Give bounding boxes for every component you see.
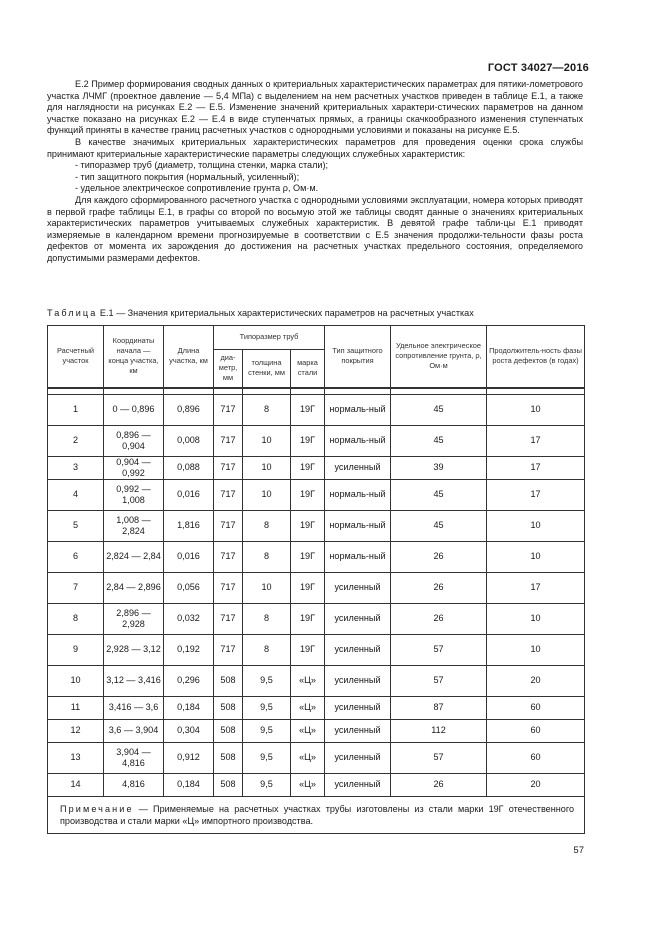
cell-diameter: 508 [214, 773, 243, 796]
cell-length: 0,032 [164, 603, 214, 634]
note-label: Примечание [60, 803, 134, 814]
cell-length: 0,896 [164, 394, 214, 425]
cell-duration: 10 [487, 541, 585, 572]
cell-section: 10 [48, 665, 104, 696]
header-section: Расчетный участок [48, 326, 104, 388]
cell-length: 0,008 [164, 425, 214, 456]
table-row [48, 541, 585, 572]
table-row [48, 456, 585, 479]
cell-section: 6 [48, 541, 104, 572]
cell-steel: 19Г [291, 456, 325, 479]
cell-resistivity: 26 [391, 603, 487, 634]
cell-length: 0,912 [164, 742, 214, 773]
cell-duration: 60 [487, 696, 585, 719]
cell-diameter: 508 [214, 665, 243, 696]
header-coating: Тип защитного покрытия [325, 326, 391, 388]
bullet-coating: - тип защитного покрытия (нормальный, усиленный); [75, 171, 300, 182]
table-row [48, 773, 585, 796]
cell-resistivity: 45 [391, 479, 487, 510]
header-duration: Продолжитель-ность фазы роста дефектов (в годах) [487, 326, 585, 388]
cell-steel: 19Г [291, 541, 325, 572]
paragraph-table-description: Для каждого сформированного расчетного участка с однородными условиями эксплуатации, номера которых приводят в первой графе таблицы Е.1, в графы со второй по восьмую этой же таблицы сводят данные о значениях критериальных характеристических параметров учитываемых служебных характеристик. В девятой графе табли-цы Е.1 приводят измеряемые в календарном времени прогнозируемые в соответствии с Е.5 значения продолжи-тельности фазы роста дефектов от момента их зарождения до достижения на расчетных участках предельного состояния, определяемого допустимыми размерами дефектов. [47, 194, 583, 263]
cell-wall: 9,5 [243, 719, 291, 742]
cell-diameter: 508 [214, 742, 243, 773]
cell-coating: усиленный [325, 634, 391, 665]
table-caption [47, 308, 583, 319]
cell-steel: 19Г [291, 603, 325, 634]
cell-steel: 19Г [291, 634, 325, 665]
cell-wall: 8 [243, 394, 291, 425]
cell-section: 1 [48, 394, 104, 425]
header-length: Длина участка, км [164, 326, 214, 388]
cell-duration: 10 [487, 603, 585, 634]
paragraph-criteria: В качестве значимых критериальных характеристических параметров для проведения оценки срока службы принимают критериальные характеристические параметры следующих служебных характеристик: [47, 136, 583, 159]
cell-length: 0,016 [164, 479, 214, 510]
table-row [48, 742, 585, 773]
cell-resistivity: 112 [391, 719, 487, 742]
cell-steel: 19Г [291, 572, 325, 603]
header-pipe-size: Типоразмер труб [214, 326, 325, 350]
cell-section: 9 [48, 634, 104, 665]
cell-length: 0,184 [164, 696, 214, 719]
cell-diameter: 717 [214, 634, 243, 665]
cell-diameter: 717 [214, 541, 243, 572]
cell-diameter: 717 [214, 456, 243, 479]
cell-diameter: 717 [214, 479, 243, 510]
cell-coating: усиленный [325, 456, 391, 479]
parameters-table [47, 325, 585, 834]
cell-steel: 19Г [291, 479, 325, 510]
table-row [48, 510, 585, 541]
cell-duration: 20 [487, 665, 585, 696]
cell-steel: «Ц» [291, 719, 325, 742]
cell-section: 2 [48, 425, 104, 456]
header-resistivity: Удельное электрическое сопротивление грунта, ρ, Ом·м [391, 326, 487, 388]
paragraph-e2: Е.2 Пример формирования сводных данных о критериальных характеристических параметрах для пятики-лометрового участка ЛЧМГ (проектное давление — 5,4 МПа) с выделением на нем расчетных участков приведен в таблице Е.1, а также для наглядности на рисунках Е.2 — Е.5. Изменение значений критериальных характери-стических параметров на данном участке показано на рисунках Е.2 — Е.4 в виде ступенчатых прямых, а границы скачкообразного изменения ступенчатых функций приняты в качестве границ расчетных участков с однородными условиями и показаны на рисунке Е.5. [47, 79, 583, 136]
cell-duration: 17 [487, 479, 585, 510]
cell-diameter: 717 [214, 394, 243, 425]
cell-diameter: 717 [214, 572, 243, 603]
cell-duration: 20 [487, 773, 585, 796]
cell-resistivity: 45 [391, 394, 487, 425]
cell-coordinates: 3,12 — 3,416 [104, 665, 164, 696]
cell-duration: 60 [487, 742, 585, 773]
cell-coating: усиленный [325, 773, 391, 796]
cell-coordinates: 4,816 [104, 773, 164, 796]
page-number: 57 [573, 845, 584, 856]
cell-duration: 10 [487, 510, 585, 541]
cell-steel: «Ц» [291, 742, 325, 773]
table-body [48, 394, 585, 796]
table-row [48, 696, 585, 719]
cell-duration: 17 [487, 572, 585, 603]
cell-length: 0,088 [164, 456, 214, 479]
cell-coating: усиленный [325, 665, 391, 696]
cell-coordinates: 3,416 — 3,6 [104, 696, 164, 719]
table-note [48, 796, 585, 833]
note-text: — Применяемые на расчетных участках трубы изготовлены из стали марки 19Г отечественного производства и стали марки «Ц» импортного производства. [60, 803, 575, 826]
cell-resistivity: 57 [391, 665, 487, 696]
body-text [47, 79, 583, 265]
cell-coordinates: 3,904 — 4,816 [104, 742, 164, 773]
cell-coating: усиленный [325, 696, 391, 719]
cell-coordinates: 2,84 — 2,896 [104, 572, 164, 603]
cell-coating: усиленный [325, 572, 391, 603]
cell-steel: 19Г [291, 394, 325, 425]
cell-steel: «Ц» [291, 665, 325, 696]
cell-diameter: 717 [214, 425, 243, 456]
cell-coordinates: 0,896 — 0,904 [104, 425, 164, 456]
cell-section: 12 [48, 719, 104, 742]
cell-resistivity: 26 [391, 773, 487, 796]
table-row [48, 479, 585, 510]
cell-section: 3 [48, 456, 104, 479]
cell-resistivity: 57 [391, 742, 487, 773]
cell-wall: 8 [243, 634, 291, 665]
header-coordinates: Координаты начала — конца участка, км [104, 326, 164, 388]
cell-coating: усиленный [325, 603, 391, 634]
cell-resistivity: 26 [391, 541, 487, 572]
cell-resistivity: 26 [391, 572, 487, 603]
cell-section: 13 [48, 742, 104, 773]
page-header: ГОСТ 34027—2016 [487, 62, 589, 74]
cell-resistivity: 39 [391, 456, 487, 479]
cell-section: 8 [48, 603, 104, 634]
cell-coordinates: 2,896 — 2,928 [104, 603, 164, 634]
table-row [48, 634, 585, 665]
cell-wall: 10 [243, 425, 291, 456]
cell-coordinates: 2,824 — 2,84 [104, 541, 164, 572]
cell-duration: 60 [487, 719, 585, 742]
table-caption-text: Е.1 — Значения критериальных характеристических параметров на расчетных участках [99, 308, 474, 318]
cell-section: 14 [48, 773, 104, 796]
cell-diameter: 717 [214, 603, 243, 634]
header-wall: толщина стенки, мм [243, 350, 291, 388]
cell-section: 4 [48, 479, 104, 510]
cell-resistivity: 57 [391, 634, 487, 665]
cell-duration: 10 [487, 394, 585, 425]
cell-wall: 9,5 [243, 742, 291, 773]
cell-wall: 9,5 [243, 665, 291, 696]
table-row [48, 572, 585, 603]
cell-resistivity: 45 [391, 510, 487, 541]
table-caption-label: Таблица [47, 308, 98, 318]
cell-length: 0,296 [164, 665, 214, 696]
cell-wall: 10 [243, 572, 291, 603]
cell-length: 0,016 [164, 541, 214, 572]
cell-coordinates: 2,928 — 3,12 [104, 634, 164, 665]
cell-steel: 19Г [291, 425, 325, 456]
cell-section: 7 [48, 572, 104, 603]
cell-duration: 17 [487, 425, 585, 456]
cell-length: 0,184 [164, 773, 214, 796]
cell-wall: 8 [243, 603, 291, 634]
cell-coating: нормаль-ный [325, 394, 391, 425]
cell-wall: 10 [243, 456, 291, 479]
cell-section: 5 [48, 510, 104, 541]
cell-wall: 8 [243, 541, 291, 572]
cell-length: 0,304 [164, 719, 214, 742]
cell-length: 0,192 [164, 634, 214, 665]
cell-coating: нормаль-ный [325, 425, 391, 456]
cell-coordinates: 0 — 0,896 [104, 394, 164, 425]
cell-diameter: 508 [214, 696, 243, 719]
header-steel: марка стали [291, 350, 325, 388]
cell-coating: нормаль-ный [325, 510, 391, 541]
bullet-resistivity: - удельное электрическое сопротивление грунта ρ, Ом·м. [75, 183, 319, 194]
cell-resistivity: 87 [391, 696, 487, 719]
cell-coating: нормаль-ный [325, 479, 391, 510]
cell-wall: 9,5 [243, 773, 291, 796]
table-row [48, 394, 585, 425]
cell-duration: 17 [487, 456, 585, 479]
cell-coating: усиленный [325, 742, 391, 773]
table-row [48, 603, 585, 634]
cell-coordinates: 0,904 — 0,992 [104, 456, 164, 479]
cell-steel: «Ц» [291, 773, 325, 796]
cell-section: 11 [48, 696, 104, 719]
cell-steel: 19Г [291, 510, 325, 541]
cell-resistivity: 45 [391, 425, 487, 456]
bullet-pipe-size: - типоразмер труб (диаметр, толщина стенки, марка стали); [75, 160, 329, 171]
cell-wall: 8 [243, 510, 291, 541]
cell-duration: 10 [487, 634, 585, 665]
cell-steel: «Ц» [291, 696, 325, 719]
cell-wall: 10 [243, 479, 291, 510]
cell-diameter: 508 [214, 719, 243, 742]
table-row [48, 425, 585, 456]
cell-coating: усиленный [325, 719, 391, 742]
cell-wall: 9,5 [243, 696, 291, 719]
cell-diameter: 717 [214, 510, 243, 541]
table-row [48, 719, 585, 742]
cell-coordinates: 1,008 — 2,824 [104, 510, 164, 541]
cell-coating: нормаль-ный [325, 541, 391, 572]
cell-coordinates: 3,6 — 3,904 [104, 719, 164, 742]
table-row [48, 665, 585, 696]
cell-length: 0,056 [164, 572, 214, 603]
cell-coordinates: 0,992 — 1,008 [104, 479, 164, 510]
cell-length: 1,816 [164, 510, 214, 541]
header-diameter: диа-метр, мм [214, 350, 243, 388]
